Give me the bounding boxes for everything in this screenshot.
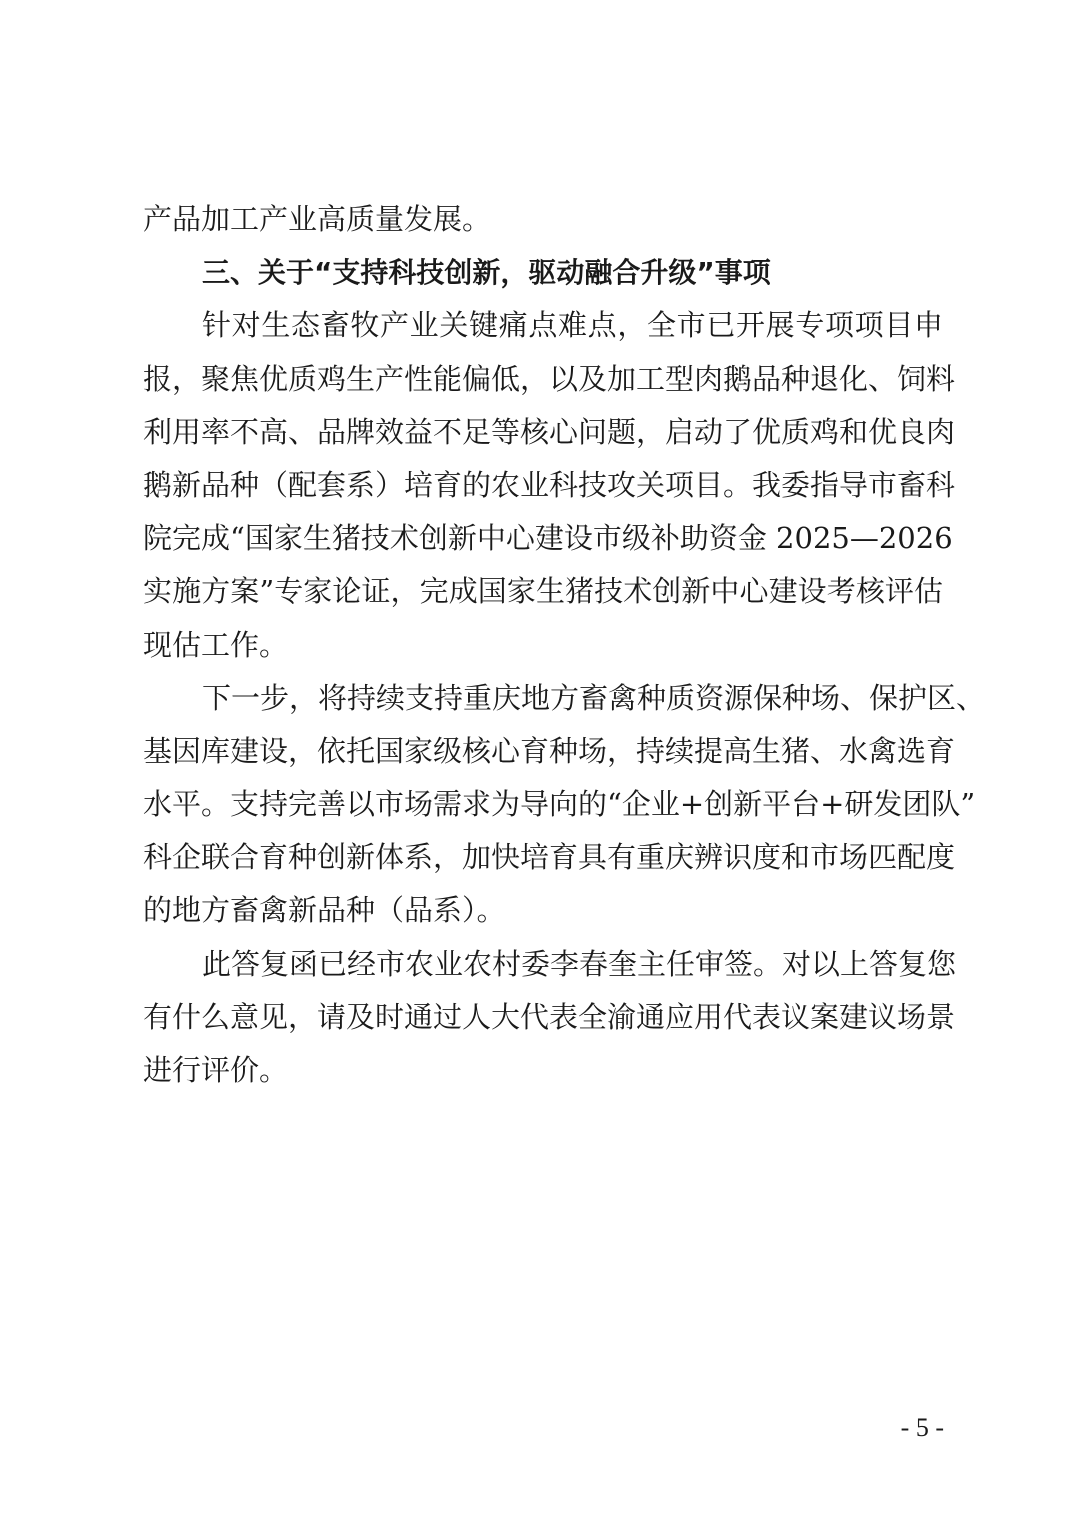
section-heading: 三、关于“支持科技创新，驱动融合升级”事项 — [202, 256, 771, 290]
paragraph-line: 水平。支持完善以市场需求为导向的“企业+创新平台+研发团队” — [143, 787, 976, 822]
paragraph-line: 有什么意见，请及时通过人大代表全渝通应用代表议案建议场景 — [143, 999, 956, 1034]
paragraph-line: 的地方畜禽新品种（品系）。 — [143, 893, 506, 928]
paragraph-line: 实施方案”专家论证，完成国家生猪技术创新中心建设考核评估 — [143, 574, 943, 609]
paragraph-line: 进行评价。 — [143, 1053, 289, 1087]
paragraph-line: 科企联合育种创新体系，加快培育具有重庆辨识度和市场匹配度 — [143, 840, 956, 875]
page-number: - 5 - — [900, 1413, 944, 1442]
paragraph-line: 针对生态畜牧产业关键痛点难点，全市已开展专项项目申 — [202, 308, 943, 343]
paragraph-line: 鹅新品种（配套系）培育的农业科技攻关项目。我委指导市畜科 — [143, 467, 956, 502]
paragraph-line: 此答复函已经市农业农村委李春奎主任审签。对以上答复您 — [202, 946, 957, 981]
paragraph-line: 利用率不高、品牌效益不足等核心问题，启动了优质鸡和优良肉 — [143, 414, 956, 449]
paragraph-line: 报，聚焦优质鸡生产性能偏低，以及加工型肉鹅品种退化、饲料 — [143, 361, 956, 396]
paragraph-line: 基因库建设，依托国家级核心育种场，持续提高生猪、水禽选育 — [143, 733, 956, 768]
paragraph-line: 现估工作。 — [143, 627, 289, 662]
document-body — [143, 193, 986, 1097]
paragraph-line: 院完成“国家生猪技术创新中心建设市级补助资金 2025—2026 — [143, 521, 953, 556]
paragraph-line: 产品加工产业高质量发展。 — [143, 202, 492, 236]
paragraph-line: 下一步，将持续支持重庆地方畜禽种质资源保种场、保护区、 — [202, 680, 986, 715]
